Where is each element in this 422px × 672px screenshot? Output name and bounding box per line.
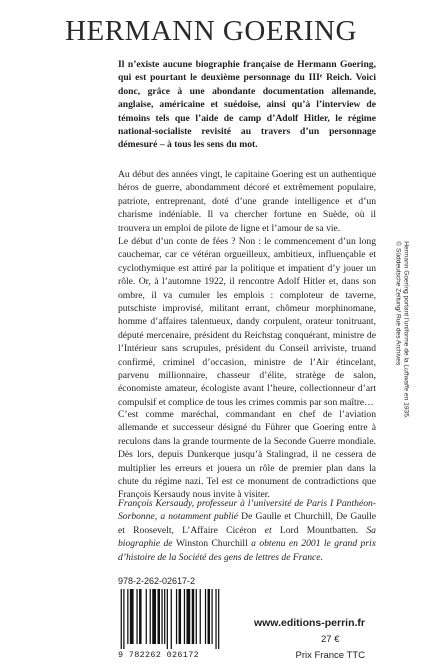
barcode-bars-icon	[118, 589, 222, 649]
price: 27 €	[321, 634, 340, 645]
price-label: Prix France TTC	[295, 650, 365, 661]
author-prize-2: a obtenu en 2001 le grand prix d’histoire de la Société des gens de lettres de France.	[118, 538, 376, 563]
author-prize-book: Winston Churchill	[175, 538, 248, 550]
summary-paragraph-3: C’est comme maréchal, commandant en chef de l’aviation allemande et successeur désigné du Führer que Goering entre à reculons dans la grande tourmente de la Seconde Guerre mondiale. Dès lors, depuis Dunkerque jusqu’à Stalingrad, il ne cessera de multiplier les erreurs et jouera un rôle de premier plan dans la chute du régime nazi. Tel est ce monument de contradictions que François Kersaudy nous invite à visiter.	[118, 409, 376, 501]
author-works-and: et	[256, 524, 280, 536]
isbn-number: 978-2-262-02617-2	[118, 576, 196, 586]
author-bio	[118, 497, 376, 564]
intro-paragraph: Il n’existe aucune biographie française de Hermann Goering, qui est pourtant le deuxième personnage du IIIᵉ Reich. Voici donc, grâce à une abondante documentation allemande, anglaise, américaine et suédoise, ainsi qu’à l’interview de témoins tels que l’aide de camp d’Adolf Hitler, le régime national-socialiste revisité au travers d’un personnage démesuré – à tous les sens du mot.	[118, 59, 376, 151]
publisher-website: www.editions-perrin.fr	[253, 617, 365, 629]
book-title: HERMANN GOERING	[65, 15, 357, 47]
barcode	[118, 589, 222, 649]
photo-credit-source: © Süddeutsche Zeitung/ Rue des Archives	[394, 241, 401, 366]
summary-paragraph-2: Le début d’un conte de fées ? Non : le commencement d’un long cauchemar, car ce vétéran orgueilleux, ambitieux, influençable et cyclothymique est attiré par la politique et impatient d’y jouer un rôle. Or, à l’automne 1922, il rencontre Adolf Hitler et, dans son ombre, il va cumuler les emplois : comploteur de taverne, putschiste improvisé, militant errant, chômeur morphinomane, homme d’affaires talentueux, dandy corpulent, orateur tonitruant, député mercenaire, président du Reichstag conquérant, ministre de l’Intérieur sans scrupules, président du Conseil arriviste, truand confirmé, criminel d’occasion, ministre de l’Air étincelant, parvenu millionnaire, chasseur d’élite, stratège de salon, économiste amateur, écologiste avant l’heure, collectionneur d’art compulsif et complice de tous les crimes commis par son maître…	[118, 236, 376, 408]
photo-credit-caption: Hermann Goering portant l’uniforme de la Luftwaffe en 1935.	[402, 241, 410, 419]
barcode-digits: 9 782262 026172	[118, 650, 200, 660]
author-works-2: Lord Mountbatten.	[279, 524, 359, 536]
summary-paragraph-1: Au début des années vingt, le capitaine Goering est un authentique héros de guerre, abondamment décoré et extrêmement populaire, patriote, entreprenant, doté d’une grande intelligence et d’un charisme indéniable. Il va chercher fortune en Suède, où il trouvera un emploi de pilote de ligne et l’amour de sa vie.	[118, 169, 376, 234]
author-works-1: De Gaulle et Churchill, De Gaulle et Roosevelt, L’Affaire Cicéron	[118, 511, 376, 536]
author-bio-lead: François Kersaudy, professeur à l’université de Paris I Panthéon-Sorbonne, a notamment publié	[118, 498, 376, 523]
author-prize-1: Sa biographie de	[118, 524, 376, 550]
